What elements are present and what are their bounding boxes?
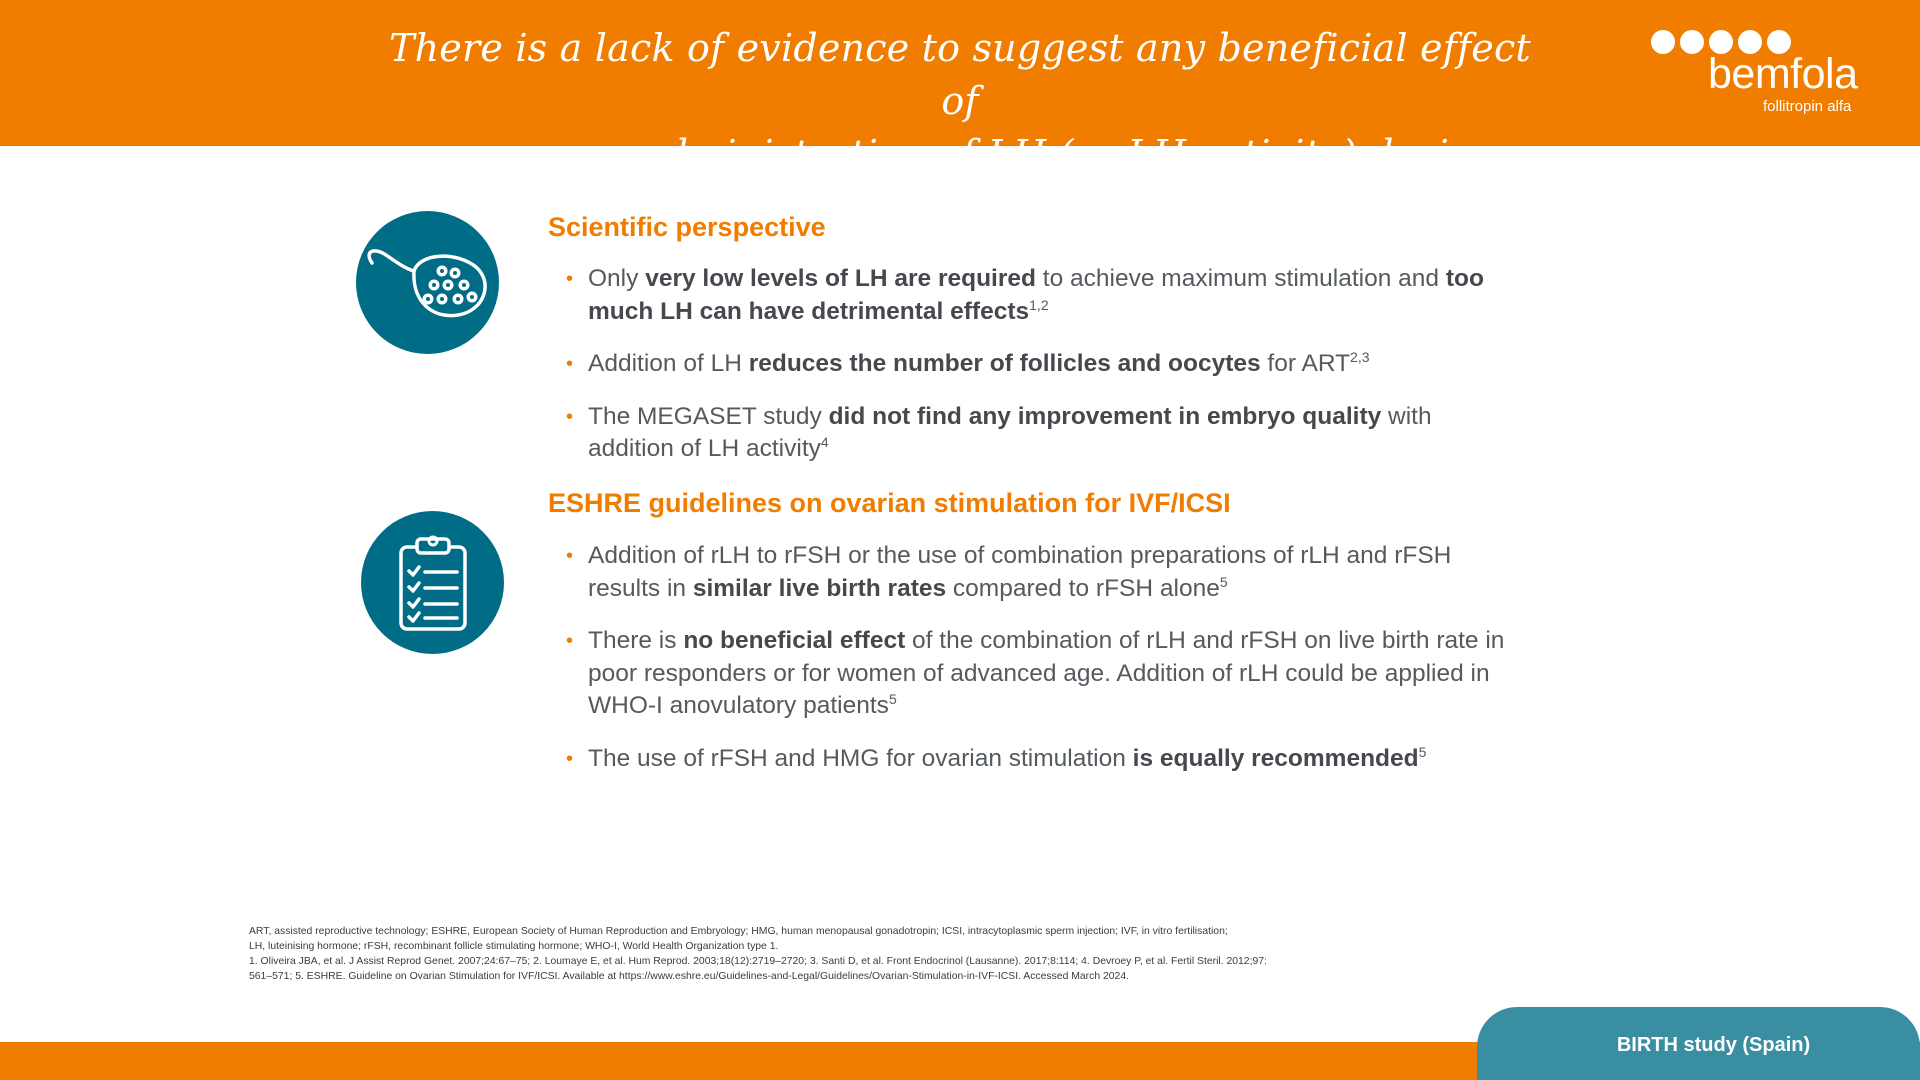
bullet-bold-text: reduces the number of follicles and oocytes	[748, 350, 1261, 377]
bullet-marker: •	[566, 268, 574, 290]
bullet-text: There is	[588, 627, 684, 654]
bullet-text: with addition of LH activity	[588, 402, 1432, 462]
bullet-bold-text: is equally recommended	[1132, 744, 1419, 772]
bullet-marker: •	[566, 545, 574, 567]
bullet-text: The MEGASET study	[588, 402, 829, 430]
logo-brand: bemfola	[1708, 50, 1858, 98]
bullet-bold-text: no beneficial effect	[683, 627, 906, 654]
bullet-text: of the combination of rLH and rFSH on live birth rate in poor responders or for women of advanced age. Addition of rLH could be applied in WHO-I anovulatory patients	[588, 627, 1505, 719]
bullet-marker: •	[566, 405, 574, 428]
bemfola-logo	[1648, 30, 1878, 120]
bullet-bold-text: did not find any improvement in embryo quality	[828, 402, 1382, 430]
reference-superscript: 4	[820, 433, 829, 450]
logo-dot	[1651, 30, 1675, 54]
footnotes	[249, 924, 1369, 984]
bullet-text: Addition of rLH to rFSH or the use of combination preparations of rLH and rFSH results in	[588, 542, 1452, 602]
footnote-line: LH, luteinising hormone; rFSH, recombinant follicle stimulating hormone; WHO-I, World Health Organization type 1.	[249, 941, 779, 952]
section-heading-scientific-perspective: Scientific perspective	[548, 212, 826, 242]
scientific-perspective-list	[566, 263, 1516, 486]
footnote-line: 561–571; 5. ESHRE. Guideline on Ovarian Stimulation for IVF/ICSI. Available at https://www.eshre.eu/Guidelines-and-Legal/Guidelines/Ovarian-Stimulation-in-IVF-ICSI. Accessed March 2024.	[249, 971, 1129, 982]
list-item	[566, 743, 1516, 776]
section-heading-eshre-guidelines: ESHRE guidelines on ovarian stimulation for IVF/ICSI	[548, 488, 1231, 518]
title-line-1: There is a lack of evidence to suggest any beneficial effect of	[389, 26, 1531, 123]
bullet-bold-text: too much LH can have detrimental effects	[588, 265, 1484, 325]
bullet-text: to achieve maximum stimulation and	[1035, 265, 1446, 292]
list-item	[566, 348, 1516, 381]
bullet-marker: •	[566, 747, 574, 770]
footnote-line: 1. Oliveira JBA, et al. J Assist Reprod Genet. 2007;24:67–75; 2. Loumaye E, et al. Hum Reprod. 2003;18(12):2719–2720; 3. Santi D, et al. Front Endocrinol (Lausanne). 2017;8:114; 4. Devroey P, et al. Fertil Steril. 2012;97:	[249, 956, 1267, 967]
list-item	[566, 401, 1516, 466]
eshre-guidelines-list	[566, 540, 1516, 795]
title-line-2: exogenous administration of LH (or LH activity) during ART	[421, 132, 1499, 229]
birth-study-tab-label: BIRTH study (Spain)	[1616, 1034, 1811, 1056]
bullet-bold-text: similar live birth rates	[692, 574, 947, 602]
bullet-text: Only	[588, 265, 646, 292]
bullet-marker: •	[566, 630, 574, 652]
bullet-text: for ART	[1260, 350, 1351, 377]
footnote-line: ART, assisted reproductive technology; ESHRE, European Society of Human Reproduction and Embryology; HMG, human menopausal gonadotropin; ICSI, intracytoplasmic sperm injection; IVF, in vitro fertilisation;	[249, 926, 1228, 937]
bullet-text: The use of rFSH and HMG for ovarian stimulation	[588, 744, 1133, 772]
bullet-bold-text: very low levels of LH are required	[645, 265, 1036, 292]
birth-study-tab[interactable]	[1477, 1007, 1920, 1080]
list-item	[566, 263, 1516, 328]
reference-superscript: 5	[888, 690, 897, 707]
reference-superscript: 5	[1418, 743, 1427, 760]
bullet-marker: •	[566, 353, 574, 375]
page-title	[380, 22, 1540, 234]
list-item	[566, 625, 1516, 723]
reference-superscript: 2,3	[1350, 348, 1370, 365]
list-item	[566, 540, 1516, 605]
oocyte-follicle-icon	[356, 211, 499, 354]
reference-superscript: 1,2	[1029, 296, 1049, 313]
bullet-text: Addition of LH	[588, 350, 749, 377]
logo-subtitle: follitropin alfa	[1763, 98, 1852, 115]
reference-superscript: 5	[1219, 573, 1228, 590]
logo-dot	[1680, 30, 1704, 54]
clipboard-checklist-icon	[361, 511, 504, 654]
bullet-text: compared to rFSH alone	[946, 574, 1220, 602]
